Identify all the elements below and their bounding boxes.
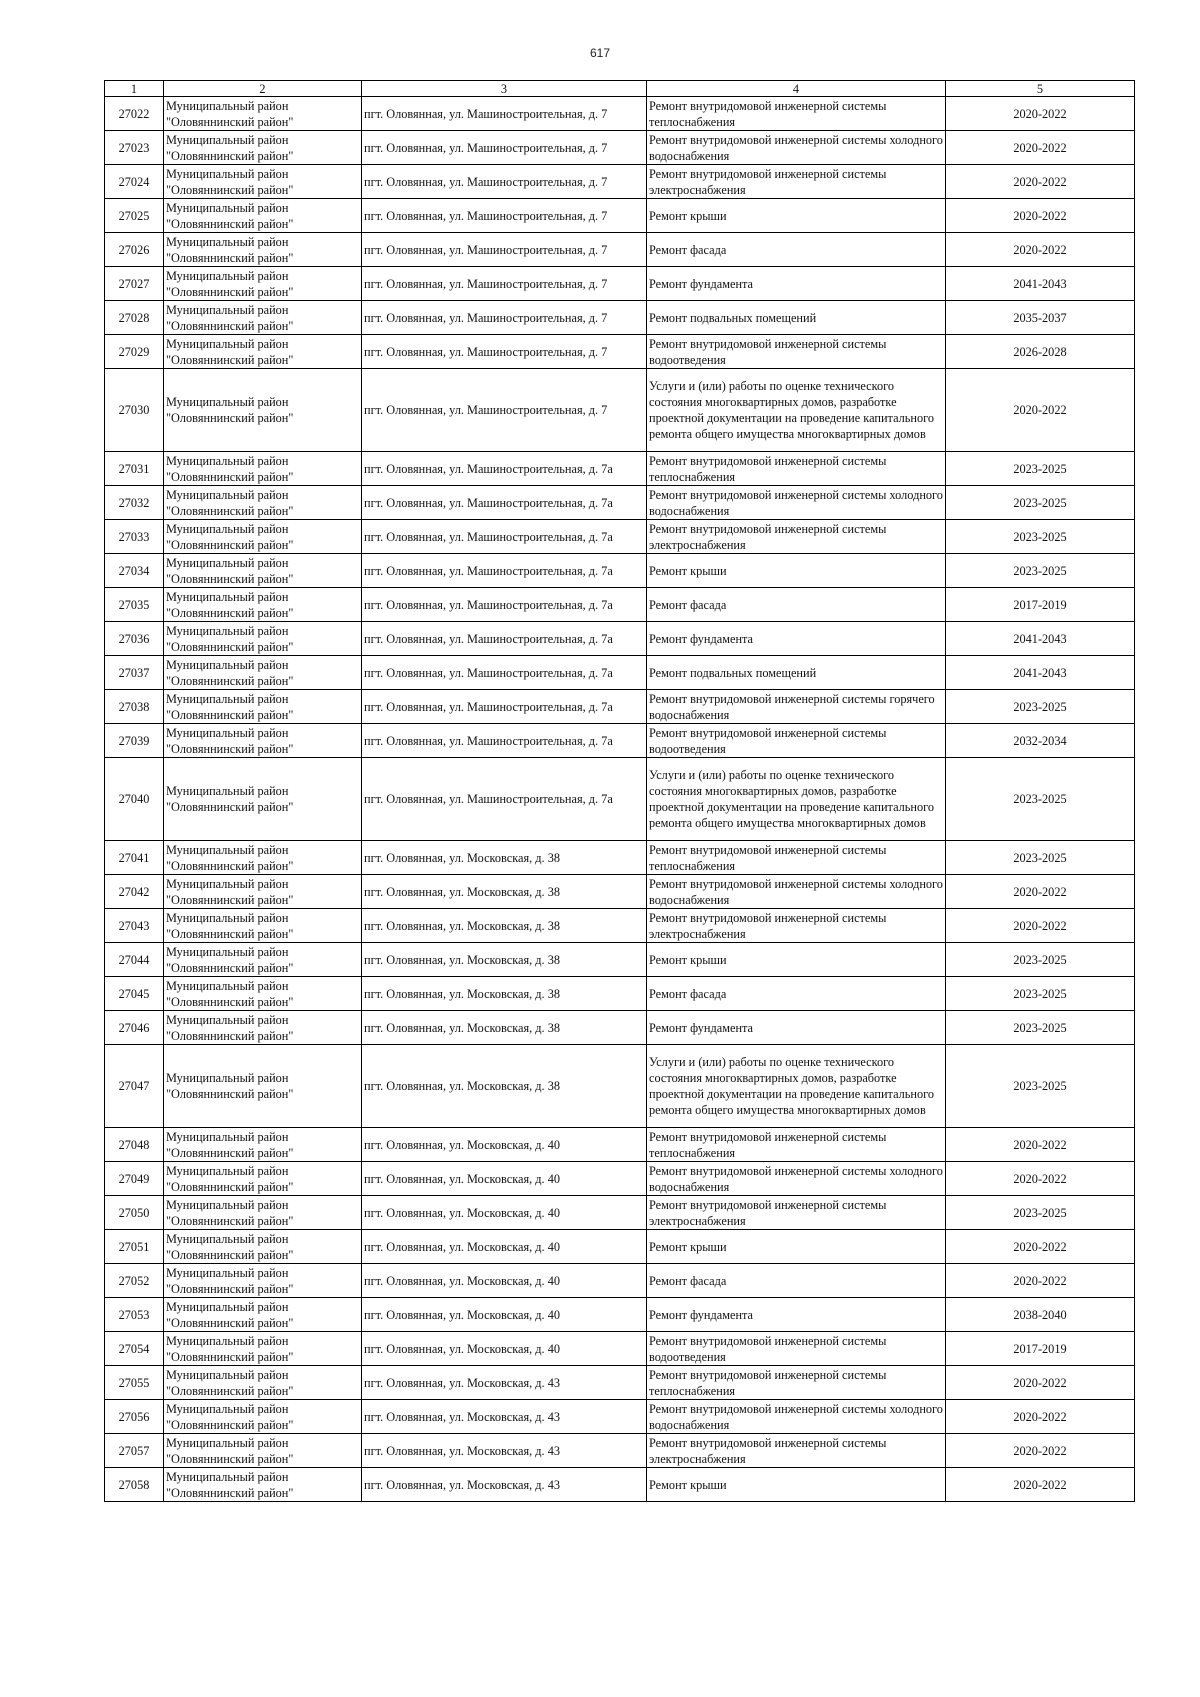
- municipality-cell: Муниципальный район "Оловяннинский район": [164, 233, 362, 267]
- work-type-cell: Ремонт фундамента: [647, 1011, 946, 1045]
- address-cell: пгт. Оловянная, ул. Московская, д. 40: [362, 1128, 647, 1162]
- work-type-cell: Ремонт внутридомовой инженерной системы холодного водоснабжения: [647, 486, 946, 520]
- row-number: 27048: [105, 1128, 164, 1162]
- municipality-cell: Муниципальный район "Оловяннинский район": [164, 943, 362, 977]
- table-row: [105, 875, 1135, 909]
- municipality-cell: Муниципальный район "Оловяннинский район": [164, 97, 362, 131]
- table-row: [105, 758, 1135, 841]
- table-row: [105, 233, 1135, 267]
- address-cell: пгт. Оловянная, ул. Московская, д. 40: [362, 1332, 647, 1366]
- address-cell: пгт. Оловянная, ул. Машиностроительная, д. 7: [362, 199, 647, 233]
- address-cell: пгт. Оловянная, ул. Московская, д. 38: [362, 943, 647, 977]
- municipality-cell: Муниципальный район "Оловяннинский район": [164, 1400, 362, 1434]
- municipality-cell: Муниципальный район "Оловяннинский район": [164, 1264, 362, 1298]
- municipality-cell: Муниципальный район "Оловяннинский район": [164, 1434, 362, 1468]
- municipality-cell: Муниципальный район "Оловяннинский район": [164, 1011, 362, 1045]
- work-type-cell: Услуги и (или) работы по оценке технического состояния многоквартирных домов, разработке проектной документации на проведение капитального ремонта общего имущества многоквартирных домов: [647, 1045, 946, 1128]
- row-number: 27050: [105, 1196, 164, 1230]
- table-row: [105, 977, 1135, 1011]
- table-row: [105, 1434, 1135, 1468]
- table-row: [105, 1264, 1135, 1298]
- municipality-cell: Муниципальный район "Оловяннинский район": [164, 656, 362, 690]
- table-row: [105, 165, 1135, 199]
- row-number: 27042: [105, 875, 164, 909]
- row-number: 27056: [105, 1400, 164, 1434]
- row-number: 27053: [105, 1298, 164, 1332]
- period-cell: 2041-2043: [946, 622, 1135, 656]
- municipality-cell: Муниципальный район "Оловяннинский район": [164, 1468, 362, 1502]
- table-row: [105, 131, 1135, 165]
- address-cell: пгт. Оловянная, ул. Машиностроительная, д. 7: [362, 301, 647, 335]
- row-number: 27034: [105, 554, 164, 588]
- table-row: [105, 301, 1135, 335]
- municipality-cell: Муниципальный район "Оловяннинский район": [164, 369, 362, 452]
- address-cell: пгт. Оловянная, ул. Московская, д. 43: [362, 1400, 647, 1434]
- period-cell: 2023-2025: [946, 977, 1135, 1011]
- address-cell: пгт. Оловянная, ул. Машиностроительная, д. 7а: [362, 622, 647, 656]
- table-row: [105, 1011, 1135, 1045]
- period-cell: 2023-2025: [946, 1196, 1135, 1230]
- period-cell: 2020-2022: [946, 1230, 1135, 1264]
- municipality-cell: Муниципальный район "Оловяннинский район": [164, 199, 362, 233]
- row-number: 27028: [105, 301, 164, 335]
- work-type-cell: Ремонт внутридомовой инженерной системы горячего водоснабжения: [647, 690, 946, 724]
- table-row: [105, 452, 1135, 486]
- work-type-cell: Ремонт крыши: [647, 1468, 946, 1502]
- table-row: [105, 199, 1135, 233]
- row-number: 27035: [105, 588, 164, 622]
- period-cell: 2020-2022: [946, 1162, 1135, 1196]
- period-cell: 2038-2040: [946, 1298, 1135, 1332]
- address-cell: пгт. Оловянная, ул. Машиностроительная, д. 7: [362, 131, 647, 165]
- work-type-cell: Ремонт крыши: [647, 1230, 946, 1264]
- table-row: [105, 486, 1135, 520]
- address-cell: пгт. Оловянная, ул. Московская, д. 40: [362, 1162, 647, 1196]
- table-row: [105, 1366, 1135, 1400]
- table-row: [105, 1196, 1135, 1230]
- period-cell: 2020-2022: [946, 165, 1135, 199]
- period-cell: 2023-2025: [946, 943, 1135, 977]
- period-cell: 2020-2022: [946, 1366, 1135, 1400]
- table-row: [105, 1230, 1135, 1264]
- period-cell: 2017-2019: [946, 588, 1135, 622]
- row-number: 27054: [105, 1332, 164, 1366]
- address-cell: пгт. Оловянная, ул. Московская, д. 40: [362, 1264, 647, 1298]
- table-row: [105, 97, 1135, 131]
- table-row: [105, 588, 1135, 622]
- address-cell: пгт. Оловянная, ул. Московская, д. 43: [362, 1366, 647, 1400]
- period-cell: 2020-2022: [946, 1264, 1135, 1298]
- municipality-cell: Муниципальный район "Оловяннинский район": [164, 267, 362, 301]
- row-number: 27027: [105, 267, 164, 301]
- page-number: 617: [589, 46, 611, 60]
- row-number: 27032: [105, 486, 164, 520]
- row-number: 27058: [105, 1468, 164, 1502]
- table-row: [105, 1128, 1135, 1162]
- municipality-cell: Муниципальный район "Оловяннинский район": [164, 554, 362, 588]
- table-row: [105, 622, 1135, 656]
- period-cell: 2023-2025: [946, 486, 1135, 520]
- work-type-cell: Ремонт фасада: [647, 588, 946, 622]
- work-type-cell: Ремонт внутридомовой инженерной системы холодного водоснабжения: [647, 1400, 946, 1434]
- work-type-cell: Ремонт внутридомовой инженерной системы теплоснабжения: [647, 1366, 946, 1400]
- period-cell: 2020-2022: [946, 131, 1135, 165]
- address-cell: пгт. Оловянная, ул. Московская, д. 38: [362, 841, 647, 875]
- address-cell: пгт. Оловянная, ул. Машиностроительная, д. 7а: [362, 758, 647, 841]
- address-cell: пгт. Оловянная, ул. Московская, д. 38: [362, 909, 647, 943]
- period-cell: 2020-2022: [946, 1400, 1135, 1434]
- row-number: 27023: [105, 131, 164, 165]
- municipality-cell: Муниципальный район "Оловяннинский район": [164, 1045, 362, 1128]
- table-row: [105, 335, 1135, 369]
- work-type-cell: Услуги и (или) работы по оценке технического состояния многоквартирных домов, разработке проектной документации на проведение капитального ремонта общего имущества многоквартирных домов: [647, 369, 946, 452]
- column-header-1: 1: [105, 81, 164, 97]
- row-number: 27052: [105, 1264, 164, 1298]
- period-cell: 2041-2043: [946, 267, 1135, 301]
- municipality-cell: Муниципальный район "Оловяннинский район": [164, 724, 362, 758]
- period-cell: 2023-2025: [946, 452, 1135, 486]
- column-header-5: 5: [946, 81, 1135, 97]
- period-cell: 2032-2034: [946, 724, 1135, 758]
- address-cell: пгт. Оловянная, ул. Машиностроительная, д. 7а: [362, 554, 647, 588]
- row-number: 27046: [105, 1011, 164, 1045]
- period-cell: 2020-2022: [946, 875, 1135, 909]
- row-number: 27033: [105, 520, 164, 554]
- address-cell: пгт. Оловянная, ул. Машиностроительная, д. 7: [362, 233, 647, 267]
- table-row: [105, 656, 1135, 690]
- municipality-cell: Муниципальный район "Оловяннинский район": [164, 520, 362, 554]
- work-type-cell: Ремонт внутридомовой инженерной системы электроснабжения: [647, 909, 946, 943]
- period-cell: 2035-2037: [946, 301, 1135, 335]
- work-type-cell: Ремонт внутридомовой инженерной системы теплоснабжения: [647, 841, 946, 875]
- row-number: 27055: [105, 1366, 164, 1400]
- address-cell: пгт. Оловянная, ул. Московская, д. 38: [362, 1045, 647, 1128]
- address-cell: пгт. Оловянная, ул. Московская, д. 43: [362, 1434, 647, 1468]
- municipality-cell: Муниципальный район "Оловяннинский район": [164, 165, 362, 199]
- table-row: [105, 1468, 1135, 1502]
- municipality-cell: Муниципальный район "Оловяннинский район": [164, 875, 362, 909]
- municipality-cell: Муниципальный район "Оловяннинский район": [164, 690, 362, 724]
- row-number: 27025: [105, 199, 164, 233]
- row-number: 27040: [105, 758, 164, 841]
- municipality-cell: Муниципальный район "Оловяннинский район": [164, 1128, 362, 1162]
- address-cell: пгт. Оловянная, ул. Московская, д. 38: [362, 1011, 647, 1045]
- row-number: 27022: [105, 97, 164, 131]
- municipality-cell: Муниципальный район "Оловяннинский район": [164, 758, 362, 841]
- municipality-cell: Муниципальный район "Оловяннинский район": [164, 486, 362, 520]
- period-cell: 2026-2028: [946, 335, 1135, 369]
- address-cell: пгт. Оловянная, ул. Московская, д. 40: [362, 1298, 647, 1332]
- municipality-cell: Муниципальный район "Оловяннинский район": [164, 977, 362, 1011]
- row-number: 27044: [105, 943, 164, 977]
- period-cell: 2023-2025: [946, 520, 1135, 554]
- period-cell: 2023-2025: [946, 690, 1135, 724]
- work-type-cell: Ремонт подвальных помещений: [647, 301, 946, 335]
- work-type-cell: Ремонт крыши: [647, 554, 946, 588]
- row-number: 27030: [105, 369, 164, 452]
- address-cell: пгт. Оловянная, ул. Московская, д. 40: [362, 1230, 647, 1264]
- table-body: [105, 97, 1135, 1502]
- municipality-cell: Муниципальный район "Оловяннинский район": [164, 909, 362, 943]
- work-type-cell: Ремонт внутридомовой инженерной системы электроснабжения: [647, 165, 946, 199]
- row-number: 27036: [105, 622, 164, 656]
- address-cell: пгт. Оловянная, ул. Машиностроительная, д. 7: [362, 267, 647, 301]
- row-number: 27043: [105, 909, 164, 943]
- work-type-cell: Ремонт крыши: [647, 199, 946, 233]
- address-cell: пгт. Оловянная, ул. Машиностроительная, д. 7а: [362, 690, 647, 724]
- row-number: 27045: [105, 977, 164, 1011]
- table-row: [105, 520, 1135, 554]
- period-cell: 2020-2022: [946, 1468, 1135, 1502]
- table-row: [105, 267, 1135, 301]
- row-number: 27041: [105, 841, 164, 875]
- municipality-cell: Муниципальный район "Оловяннинский район": [164, 1366, 362, 1400]
- period-cell: 2020-2022: [946, 1128, 1135, 1162]
- work-type-cell: Ремонт подвальных помещений: [647, 656, 946, 690]
- column-number-row: [105, 81, 1135, 97]
- work-type-cell: Ремонт внутридомовой инженерной системы водоотведения: [647, 724, 946, 758]
- work-type-cell: Ремонт фасада: [647, 1264, 946, 1298]
- period-cell: 2023-2025: [946, 1045, 1135, 1128]
- period-cell: 2020-2022: [946, 199, 1135, 233]
- municipality-cell: Муниципальный район "Оловяннинский район": [164, 301, 362, 335]
- address-cell: пгт. Оловянная, ул. Московская, д. 38: [362, 875, 647, 909]
- work-type-cell: Ремонт внутридомовой инженерной системы электроснабжения: [647, 1434, 946, 1468]
- table-row: [105, 690, 1135, 724]
- row-number: 27049: [105, 1162, 164, 1196]
- address-cell: пгт. Оловянная, ул. Машиностроительная, д. 7а: [362, 656, 647, 690]
- work-type-cell: Ремонт внутридомовой инженерной системы теплоснабжения: [647, 452, 946, 486]
- row-number: 27051: [105, 1230, 164, 1264]
- work-type-cell: Ремонт внутридомовой инженерной системы холодного водоснабжения: [647, 131, 946, 165]
- period-cell: 2020-2022: [946, 369, 1135, 452]
- row-number: 27047: [105, 1045, 164, 1128]
- period-cell: 2020-2022: [946, 233, 1135, 267]
- table-row: [105, 554, 1135, 588]
- work-type-cell: Ремонт внутридомовой инженерной системы теплоснабжения: [647, 1128, 946, 1162]
- table-row: [105, 943, 1135, 977]
- row-number: 27038: [105, 690, 164, 724]
- repair-schedule-table: [104, 80, 1135, 1502]
- table-row: [105, 1045, 1135, 1128]
- municipality-cell: Муниципальный район "Оловяннинский район": [164, 452, 362, 486]
- period-cell: 2023-2025: [946, 1011, 1135, 1045]
- address-cell: пгт. Оловянная, ул. Машиностроительная, д. 7а: [362, 588, 647, 622]
- municipality-cell: Муниципальный район "Оловяннинский район": [164, 1230, 362, 1264]
- address-cell: пгт. Оловянная, ул. Машиностроительная, д. 7а: [362, 452, 647, 486]
- period-cell: 2023-2025: [946, 758, 1135, 841]
- row-number: 27024: [105, 165, 164, 199]
- work-type-cell: Ремонт внутридомовой инженерной системы холодного водоснабжения: [647, 1162, 946, 1196]
- period-cell: 2023-2025: [946, 841, 1135, 875]
- table-row: [105, 1332, 1135, 1366]
- period-cell: 2041-2043: [946, 656, 1135, 690]
- address-cell: пгт. Оловянная, ул. Машиностроительная, д. 7: [362, 369, 647, 452]
- period-cell: 2020-2022: [946, 1434, 1135, 1468]
- period-cell: 2017-2019: [946, 1332, 1135, 1366]
- address-cell: пгт. Оловянная, ул. Машиностроительная, д. 7: [362, 97, 647, 131]
- table-row: [105, 1298, 1135, 1332]
- column-header-3: 3: [362, 81, 647, 97]
- row-number: 27039: [105, 724, 164, 758]
- municipality-cell: Муниципальный район "Оловяннинский район": [164, 1162, 362, 1196]
- table-row: [105, 1400, 1135, 1434]
- work-type-cell: Ремонт крыши: [647, 943, 946, 977]
- address-cell: пгт. Оловянная, ул. Машиностроительная, д. 7: [362, 165, 647, 199]
- address-cell: пгт. Оловянная, ул. Машиностроительная, д. 7а: [362, 520, 647, 554]
- work-type-cell: Ремонт фундамента: [647, 267, 946, 301]
- work-type-cell: Ремонт внутридомовой инженерной системы электроснабжения: [647, 1196, 946, 1230]
- row-number: 27057: [105, 1434, 164, 1468]
- municipality-cell: Муниципальный район "Оловяннинский район": [164, 588, 362, 622]
- table-row: [105, 724, 1135, 758]
- municipality-cell: Муниципальный район "Оловяннинский район": [164, 1332, 362, 1366]
- address-cell: пгт. Оловянная, ул. Машиностроительная, д. 7: [362, 335, 647, 369]
- address-cell: пгт. Оловянная, ул. Машиностроительная, д. 7а: [362, 724, 647, 758]
- work-type-cell: Ремонт внутридомовой инженерной системы холодного водоснабжения: [647, 875, 946, 909]
- municipality-cell: Муниципальный район "Оловяннинский район": [164, 335, 362, 369]
- work-type-cell: Ремонт фасада: [647, 977, 946, 1011]
- period-cell: 2020-2022: [946, 97, 1135, 131]
- table-row: [105, 909, 1135, 943]
- work-type-cell: Ремонт внутридомовой инженерной системы электроснабжения: [647, 520, 946, 554]
- work-type-cell: Ремонт фундамента: [647, 622, 946, 656]
- work-type-cell: Услуги и (или) работы по оценке технического состояния многоквартирных домов, разработке проектной документации на проведение капитального ремонта общего имущества многоквартирных домов: [647, 758, 946, 841]
- address-cell: пгт. Оловянная, ул. Московская, д. 43: [362, 1468, 647, 1502]
- column-header-2: 2: [164, 81, 362, 97]
- work-type-cell: Ремонт внутридомовой инженерной системы водоотведения: [647, 335, 946, 369]
- period-cell: 2023-2025: [946, 554, 1135, 588]
- row-number: 27029: [105, 335, 164, 369]
- column-header-4: 4: [647, 81, 946, 97]
- row-number: 27031: [105, 452, 164, 486]
- work-type-cell: Ремонт фасада: [647, 233, 946, 267]
- table-row: [105, 369, 1135, 452]
- work-type-cell: Ремонт внутридомовой инженерной системы водоотведения: [647, 1332, 946, 1366]
- work-type-cell: Ремонт внутридомовой инженерной системы теплоснабжения: [647, 97, 946, 131]
- municipality-cell: Муниципальный район "Оловяннинский район": [164, 841, 362, 875]
- municipality-cell: Муниципальный район "Оловяннинский район": [164, 1196, 362, 1230]
- row-number: 27037: [105, 656, 164, 690]
- table-row: [105, 1162, 1135, 1196]
- address-cell: пгт. Оловянная, ул. Московская, д. 38: [362, 977, 647, 1011]
- address-cell: пгт. Оловянная, ул. Московская, д. 40: [362, 1196, 647, 1230]
- period-cell: 2020-2022: [946, 909, 1135, 943]
- municipality-cell: Муниципальный район "Оловяннинский район": [164, 1298, 362, 1332]
- work-type-cell: Ремонт фундамента: [647, 1298, 946, 1332]
- table-row: [105, 841, 1135, 875]
- row-number: 27026: [105, 233, 164, 267]
- address-cell: пгт. Оловянная, ул. Машиностроительная, д. 7а: [362, 486, 647, 520]
- municipality-cell: Муниципальный район "Оловяннинский район": [164, 131, 362, 165]
- municipality-cell: Муниципальный район "Оловяннинский район": [164, 622, 362, 656]
